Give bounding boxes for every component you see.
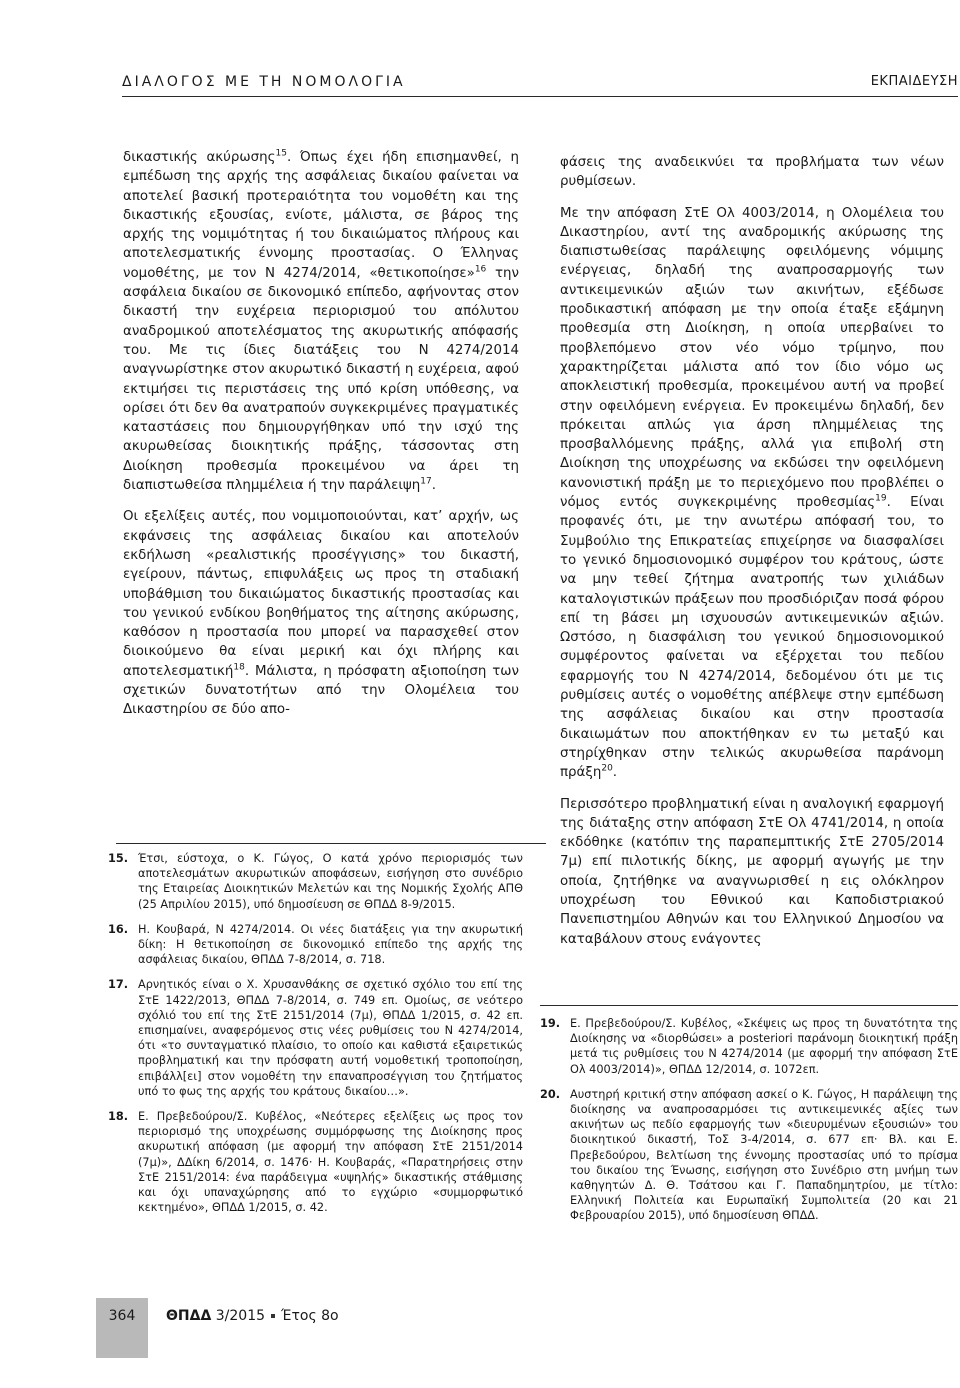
footnote-20: 20. Αυστηρή κριτική στην απόφαση ασκεί ο Κ. Γώγος, Η παράλειψη της διοίκησης να αναπροσαρμόσει τις αντικειμενικές αξίες των ακινήτων ως πεδίο εφαρμογής των «διευρυμένων εξουσιών» του διοικητικού δικαστή, ΤοΣ 3-4/2014, σ. 677 επ· Βλ. και Ε. Πρεβεδούρου, Βελτίωση της έννομης προστασίας υπό το πρίσμα του δικαίου της Ένωσης, εισήγηση στο Συνέδριο στη μνήμη των καθηγητών Δ. Θ. Τσάτσου και Γ. Παπαδημητρίου, με τίτλο: Ελληνική Πολιτεία και Ευρωπαϊκή Συμπολιτεία (20 και 21 Φεβρουαρίου 2015), υπό δημοσίευση ΘΠΔΔ.: [540, 1087, 958, 1223]
journal-reference: ΘΠΔΔ 3/2015 Έτος 8ο: [166, 1308, 339, 1324]
footnotes-right: [540, 1016, 958, 1234]
paragraph: Περισσότερο προβληματική είναι η αναλογική εφαρμογή της διάταξης στην απόφαση ΣτΕ Ολ 4741/2014, η οποία εκδόθηκε (κατόπιν της παραπεμπτικής ΣτΕ 2705/2014 7μ) επί πιλοτικής δίκης, με αφορμή αγωγής με την οποία, ζητήθηκε να αναγνωρισθεί η εις ολόκληρον υποχρέωση του Εθνικού και Καποδιστριακού Πανεπιστημίου Αθηνών και του Ελληνικού Δημοσίου να καταβάλουν στους ενάγοντες: [560, 796, 944, 947]
footnote-16: 16. Η. Κουβαρά, Ν 4274/2014. Οι νέες διατάξεις για την ακυρωτική δίκη: Η θετικοποίηση σε δικονομικό επίπεδο της αρχής της ασφάλειας δικαίου, ΘΠΔΔ 7-8/2014, σ. 718.: [108, 922, 523, 967]
paragraph: Με την απόφαση ΣτΕ Ολ 4003/2014, η Ολομέλεια του Δικαστηρίου, αντί της αναδρομικής ακύρωσης της διαπιστωθείσας παράλειψης οφειλόμενης νόμιμης ενέργειας, δηλαδή της αναπροσαρμογής των αντικειμενικών αξιών των ακινήτων, εξέδωσε προδικαστική απόφαση με την οποία έταξε εξάμηνη προθεσμία στη Διοίκηση, η οποία υπερβαίνει το προβλεπόμενο στον νέο νόμο τρίμηνο, που χαρακτηρίζεται μάλιστα από τον ίδιο νόμο ως αποκλειστική προθεσμία, προκειμένου αυτή να προβεί στην οφειλόμενη ενέργεια. Εν προκειμένω δηλαδή, δεν πρόκειται απλώς για άρση πλημμέλειας της προσβαλλόμενης πράξης, αλλά για επιβολή στη Διοίκηση της υποχρέωσης να εκδώσει την οφειλόμενη κανονιστική πράξη με το περιεχόμενο που προβλέπει ο νόμος εντός συγκεκριμένης προθεσμίας$^{19}$. Είναι προφανές ότι, με την ανωτέρω απόφασή του, το Συμβούλιο της Επικρατείας επιχείρησε να διασφαλίσει το γενικό δημοσιονομικό συμφέρον του κράτους, ώστε να μην τεθεί ζήτημα ανατροπής των χιλιάδων καταλογιστικών πράξεων που προσδιόριζαν ποσά φόρου επί τη βάσει μη ισχυουσών αντικειμενικών αξιών. Ωστόσο, η διασφάλιση του γενικού δημοσιονομικού συμφέροντος φαίνεται να εξέρχεται του πεδίου εφαρμογής του Ν 4274/2014, δεδομένου ότι με τις ρυθμίσεις αυτές ο νομοθέτης απέβλεψε στην εμπέδωση της ασφάλειας δικαίου και στην προστασία δικαιωμάτων που αποκτήθηκαν εν τω μεταξύ και στηρίχθηκαν στην τελικώς ακυρωθείσα παράνομη πράξη$^{20}$.: [560, 205, 944, 781]
body-column-right: [560, 153, 944, 961]
header-section: ΕΚΠΑΙΔΕΥΣΗ: [870, 74, 958, 89]
footnote-ref-15[interactable]: 15: [275, 148, 287, 159]
footnotes-left: [108, 851, 523, 1225]
footnote-15: 15. Έτσι, εύστοχα, ο Κ. Γώγος, Ο κατά χρόνο περιορισμός των αποτελεσμάτων ακυρωτικών αποφάσεων, εισήγηση στο συνέδριο της Εταιρείας Διοικητικών Μελετών και της Νομικής Σχολής ΑΠΘ (25 Απριλίου 2015), υπό δημοσίευση σε ΘΠΔΔ 8-9/2015.: [108, 852, 523, 911]
page-number-box: [96, 1298, 148, 1358]
header-title: ΔΙΑΛΟΓΟΣ ΜΕ ΤΗ ΝΟΜΟΛΟΓΙΑ: [122, 74, 406, 90]
footnote-ref-20[interactable]: 20: [601, 763, 613, 774]
page-number: 364: [108, 1308, 136, 1324]
footnote-rule-right: [540, 1005, 958, 1006]
footnote-ref-18[interactable]: 18: [233, 662, 245, 673]
paragraph: Οι εξελίξεις αυτές, που νομιμοποιούνται, κατ’ αρχήν, ως εκφάνσεις της ασφάλειας δικαίου και αποτελούν εκδήλωση «ρεαλιστικής προσέγγισης» του δικαστή, εγείρουν, πάντως, επιφυλάξεις ως προς τη σταδιακή υποβάθμιση του δικαιώματος δικαστικής προστασίας και του γενικού ενδίκου βοηθήματος της αίτησης ακύρωσης, καθόσον η προστασία που μπορεί να παρασχεθεί στον διοικούμενο θα είναι μερική και όχι πλήρης και αποτελεσματική$^{18}$. Μάλιστα, η πρόσφατη αξιοποίηση των σχετικών δυνατοτήτων από την Ολομέλεια του Δικαστηρίου σε δύο απο-: [123, 509, 519, 718]
paragraph: φάσεις της αναδεικνύει τα προβλήματα των νέων ρυθμίσεων.: [560, 155, 944, 190]
body-column-left: [123, 148, 519, 732]
separator-square-icon: [271, 1314, 275, 1318]
header-rule: [122, 96, 958, 97]
running-header: [122, 74, 958, 98]
footnote-19: 19. Ε. Πρεβεδούρου/Σ. Κυβέλος, «Σκέψεις ως προς τη δυνατότητα της Διοίκησης να «διορθώσει» a posteriori παράνομη διοικητική πράξη μετά τις ρυθμίσεις του Ν 4274/2014 (με αφορμή την απόφαση ΣτΕ Ολ 4003/2014)», ΘΠΔΔ 12/2014, σ. 1072επ.: [540, 1017, 958, 1076]
paragraph: δικαστικής ακύρωσης$^{15}$. Όπως έχει ήδη επισημανθεί, η εμπέδωση της αρχής της ασφάλειας δικαίου φαίνεται να αποτελεί βασική προτεραιότητα του νομοθέτη και της δικαστικής εξουσίας, ενίοτε, μάλιστα, σε βάρος της αρχής της νομιμότητας ή του δικαιώματος πλήρους και αποτελεσματικής έννομης προστασίας. Ο Έλληνας νομοθέτης, με τον Ν 4274/2014, «θετικοποίησε»$^{16}$ την ασφάλεια δικαίου σε δικονομικό επίπεδο, αφήνοντας στον δικαστή την ευχέρεια περιορισμού του απόλυτου αναδρομικού αποτελέσματος της ακυρωτικής απόφασής του. Με τις ίδιες διατάξεις του Ν 4274/2014 αναγνωρίστηκε στον ακυρωτικό δικαστή η ευχέρεια, αφού εκτιμήσει τις περιστάσεις της υπό κρίση υπόθεσης, να ορίσει ότι δεν θα ανατραπούν συγκεκριμένες πραγματικές καταστάσεις που δημιουργήθηκαν υπό την ισχύ της ακυρωθείσας διοικητικής πράξης, τάσσοντας στη Διοίκηση προθεσμία προκειμένου να άρει τη διαπιστωθείσα πλημμέλεια ή την παράλειψη$^{17}$.: [123, 148, 519, 494]
footnote-rule-left: [116, 843, 546, 844]
page-footer: [96, 1298, 960, 1358]
footnote-ref-19[interactable]: 19: [875, 493, 887, 504]
footnote-18: 18. Ε. Πρεβεδούρου/Σ. Κυβέλος, «Νεότερες εξελίξεις ως προς τον περιορισμό της υποχρέωσης συμμόρφωσης της Διοίκησης προς ακυρωτική απόφαση (με αφορμή την απόφαση ΣτΕ 2151/2014 (7μ)», ΔΔίκη 6/2014, σ. 1476· Η. Κουβαράς, «Παρατηρήσεις στην ΣτΕ 2151/2014: ένα παράδειγμα «υψηλής» δικαστικής στάθμισης και όχι υπαναχώρησης από το εγχώριο «συμμορφωτικό κεκτημένο», ΘΠΔΔ 1/2015, σ. 42.: [108, 1110, 523, 1215]
footnote-ref-17[interactable]: 17: [420, 476, 432, 487]
footnote-ref-16[interactable]: 16: [474, 264, 487, 275]
footnote-17: 17. Αρνητικός είναι ο Χ. Χρυσανθάκης σε σχετικό σχόλιο του επί της ΣτΕ 1422/2013, ΘΠΔΔ 7-8/2014, σ. 749 επ. Ομοίως, σε νεότερο σχόλιό του επί της ΣτΕ 2151/2014 (7μ), ΘΠΔΔ 1/2015, σ. 42 επ. επισημαίνει, αναφερόμενος στις νέες ρυθμίσεις του Ν 4274/2014, ότι «το συνταγματικό πλαίσιο, το οποίο και καθιστά εξαιρετικώς προβληματική και την πρόσφατη αυτή νομοθετική τροποποίηση, επιβάλλ[ει] στον νομοθέτη την επαναπροσέγγιση του ζητήματος υπό το φως της αρχής του κράτους δικαίου…».: [108, 978, 523, 1098]
